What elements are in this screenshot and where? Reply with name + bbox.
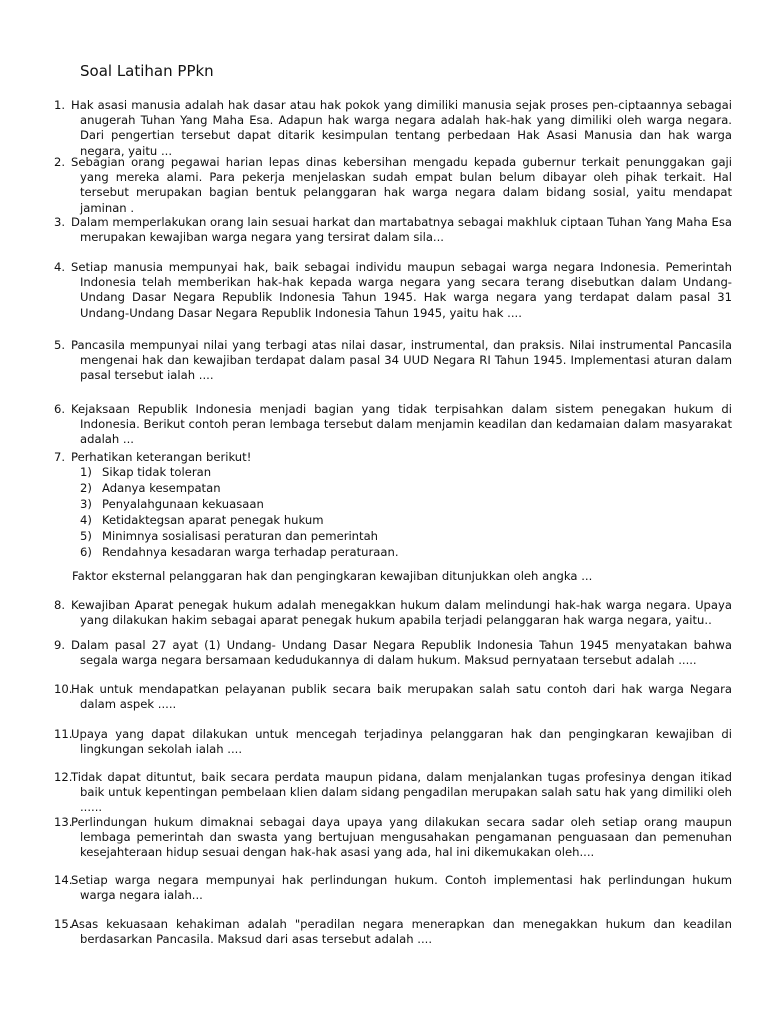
question-text: Perhatikan keterangan berikut! <box>71 450 252 464</box>
question-8 <box>54 598 732 628</box>
question-number: 2. <box>54 155 66 169</box>
list-item <box>80 528 378 544</box>
list-item <box>80 512 324 528</box>
question-3 <box>54 215 732 245</box>
question-9 <box>54 638 732 668</box>
question-10 <box>54 682 732 712</box>
question-4 <box>54 260 732 321</box>
question-11 <box>54 727 732 757</box>
question-text: Kejaksaan Republik Indonesia menjadi bagian yang tidak terpisahkan dalam sistem penegakan hukum di Indonesia. Berikut contoh peran lembaga tersebut dalam menjamin keadilan dan kedamaian dalam masyarakat adalah ... <box>71 402 732 447</box>
question-text: Tidak dapat dituntut, baik secara perdata maupun pidana, dalam menjalankan tugas profesinya dengan itikad baik untuk kepentingan pembelaan klien dalam sidang pengadilan merupakan salah satu hak yang dimiliki oleh ...... <box>71 770 732 815</box>
list-item-text: Penyalahgunaan kekuasaan <box>102 497 264 511</box>
list-item <box>80 480 221 496</box>
list-item-number: 6) <box>80 545 92 559</box>
question-number: 14. <box>54 873 73 887</box>
question-number: 4. <box>54 260 66 274</box>
question-number: 9. <box>54 638 66 652</box>
question-text: Hak asasi manusia adalah hak dasar atau hak pokok yang dimiliki manusia sejak proses pen-ciptaannya sebagai anugerah Tuhan Yang Maha Esa. Adapun hak warga negara adalah hak-hak yang dimiliki oleh warga negara. Dari pengertian tersebut dapat ditarik kesimpulan tentang perbedaan Hak Asasi Manusia dan hak warga negara, yaitu ... <box>71 98 732 158</box>
question-number: 11. <box>54 727 73 741</box>
question-number: 3. <box>54 215 66 229</box>
question-text: Perlindungan hukum dimaknai sebagai daya upaya yang dilakukan secara sadar oleh setiap orang maupun lembaga pemerintah dan swasta yang bertujuan mengusahakan pengamanan penguasaan dan pemenuhan kesejahteraan hidup sesuai dengan hak-hak asasi yang ada, hal ini dikemukakan oleh.... <box>71 815 732 860</box>
question-text: Kewajiban Aparat penegak hukum adalah menegakkan hukum dalam melindungi hak-hak warga negara. Upaya yang dilakukan hakim sebagai aparat penegak hukum apabila terjadi pelanggaran hak warga negara, yaitu.. <box>71 598 732 628</box>
list-item <box>80 544 399 560</box>
list-item-text: Rendahnya kesadaran warga terhadap peraturaan. <box>102 545 399 559</box>
question-text: Setiap warga negara mempunyai hak perlindungan hukum. Contoh implementasi hak perlindungan hukum warga negara ialah... <box>71 873 732 903</box>
list-item-text: Adanya kesempatan <box>102 481 221 495</box>
list-item <box>80 464 211 480</box>
question-text: Upaya yang dapat dilakukan untuk mencegah terjadinya pelanggaran hak dan pengingkaran kewajiban di lingkungan sekolah ialah .... <box>71 727 732 757</box>
question-text: Dalam memperlakukan orang lain sesuai harkat dan martabatnya sebagai makhluk ciptaan Tuhan Yang Maha Esa merupakan kewajiban warga negara yang tersirat dalam sila... <box>71 215 732 245</box>
question-text: Asas kekuasaan kehakiman adalah "peradilan negara menerapkan dan menegakkan hukum dan keadilan berdasarkan Pancasila. Maksud dari asas tersebut adalah .... <box>71 917 732 947</box>
question-text: Sebagian orang pegawai harian lepas dinas kebersihan mengadu kepada gubernur terkait penunggakan gaji yang mereka alami. Para pekerja menjelaskan sudah empat bulan belum dibayar oleh pihak terkait. Hal tersebut merupakan bagian bentuk pelanggaran hak warga negara dalam bidang sosial, yaitu mendapat jaminan . <box>71 155 732 215</box>
question-13 <box>54 815 732 861</box>
question-12 <box>54 770 732 816</box>
list-item-number: 3) <box>80 497 92 511</box>
question-14 <box>54 873 732 903</box>
list-item-number: 1) <box>80 465 92 479</box>
question-number: 10. <box>54 682 73 696</box>
list-item-number: 5) <box>80 529 92 543</box>
question-text: Hak untuk mendapatkan pelayanan publik secara baik merupakan salah satu contoh dari hak warga Negara dalam aspek ..... <box>71 682 732 712</box>
question-2 <box>54 155 732 216</box>
question-number: 7. <box>54 450 66 464</box>
list-item-number: 2) <box>80 481 92 495</box>
list-item <box>80 496 264 512</box>
question-text: Dalam pasal 27 ayat (1) Undang- Undang Dasar Negara Republik Indonesia Tahun 1945 menyatakan bahwa segala warga negara bersamaan kedudukannya di dalam hukum. Maksud pernyataan tersebut adalah ..... <box>71 638 732 668</box>
question-7-footer: Faktor eksternal pelanggaran hak dan pengingkaran kewajiban ditunjukkan oleh angka ... <box>72 569 593 583</box>
question-6 <box>54 402 732 448</box>
question-7 <box>54 450 732 465</box>
question-text: Setiap manusia mempunyai hak, baik sebagai individu maupun sebagai warga negara Indonesia. Pemerintah Indonesia telah memberikan hak-hak kepada warga negara yang secara terang disebutkan dalam Undang-Undang Dasar Negara Republik Indonesia Tahun 1945. Hak warga negara yang terdapat dalam pasal 31 Undang-Undang Dasar Negara Republik Indonesia Tahun 1945, yaitu hak .... <box>71 260 732 320</box>
question-text: Pancasila mempunyai nilai yang terbagi atas nilai dasar, instrumental, dan praksis. Nilai instrumental Pancasila mengenai hak dan kewajiban terdapat dalam pasal 34 UUD Negara RI Tahun 1945. Implementasi aturan dalam pasal tersebut ialah .... <box>71 338 732 383</box>
question-number: 13. <box>54 815 73 829</box>
list-item-text: Sikap tidak toleran <box>102 465 212 479</box>
question-5 <box>54 338 732 384</box>
question-number: 15. <box>54 917 73 931</box>
list-item-number: 4) <box>80 513 92 527</box>
page-title: Soal Latihan PPkn <box>80 62 214 80</box>
question-number: 12. <box>54 770 73 784</box>
list-item-text: Ketidaktegsan aparat penegak hukum <box>102 513 324 527</box>
question-1 <box>54 98 732 159</box>
list-item-text: Minimnya sosialisasi peraturan dan pemerintah <box>102 529 379 543</box>
question-number: 1. <box>54 98 66 112</box>
question-number: 5. <box>54 338 66 352</box>
question-number: 6. <box>54 402 66 416</box>
question-number: 8. <box>54 598 66 612</box>
question-15 <box>54 917 732 947</box>
